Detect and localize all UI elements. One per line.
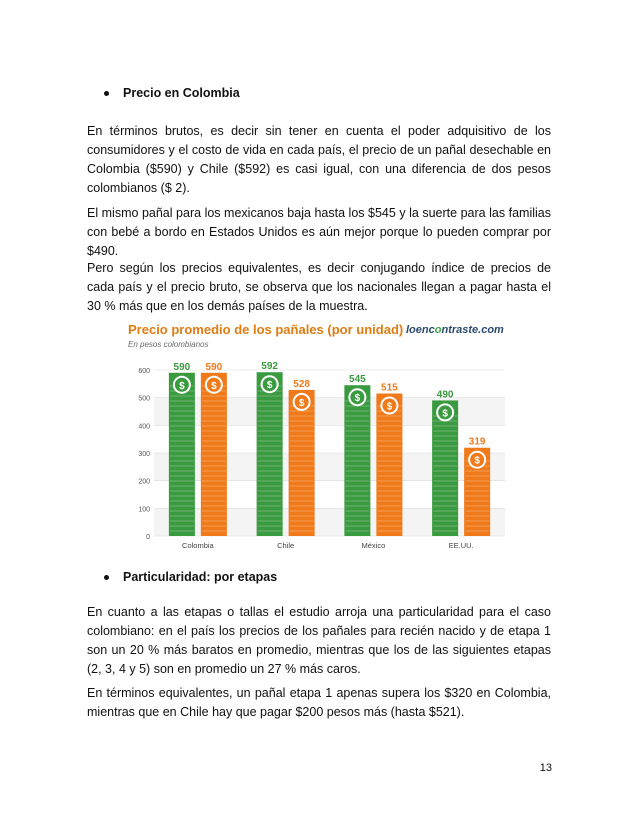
dollar-sign: $ bbox=[386, 401, 393, 413]
bullet-particularidad bbox=[104, 570, 277, 584]
y-tick-label: 600 bbox=[138, 368, 150, 375]
dollar-sign: $ bbox=[298, 397, 305, 409]
y-tick-label: 200 bbox=[138, 478, 150, 486]
bar bbox=[376, 394, 402, 536]
data-label: 515 bbox=[381, 382, 398, 394]
dollar-sign: $ bbox=[266, 380, 273, 392]
x-tick-label: EE.UU. bbox=[448, 541, 474, 550]
price-chart bbox=[120, 318, 515, 558]
bar bbox=[201, 373, 227, 536]
y-tick-label: 0 bbox=[146, 534, 150, 541]
x-tick-label: Chile bbox=[277, 541, 295, 550]
data-label: 590 bbox=[205, 361, 223, 373]
page-number: 13 bbox=[539, 762, 552, 774]
bullet-precio-colombia bbox=[104, 86, 240, 100]
data-label: 592 bbox=[261, 361, 278, 373]
paragraph-terminos-brutos: En términos brutos, es decir sin tener en cuenta el poder adquisitivo de los consumidores y el costo de vida en cada país, el precio de un pañal desechable en Colombia ($590) y Chile ($592) es casi igual, con una diferencia de dos pesos colombianos ($ 2). bbox=[87, 124, 551, 195]
dollar-sign: $ bbox=[179, 380, 185, 392]
bar bbox=[169, 373, 195, 536]
data-label: 490 bbox=[436, 389, 454, 401]
y-tick-label: 400 bbox=[138, 423, 150, 431]
paragraph-mexicanos: El mismo pañal para los mexicanos baja hasta los $545 y la suerte para las familias con bebé a bordo en Estados Unidos es aún mejor porque lo pueden comprar por $490. bbox=[87, 206, 551, 258]
chart-subtitle: En pesos colombianos bbox=[128, 340, 209, 349]
data-label: 545 bbox=[349, 374, 366, 386]
dollar-sign: $ bbox=[474, 455, 480, 467]
x-tick-label: México bbox=[361, 541, 386, 550]
bullet-dot bbox=[104, 91, 109, 96]
dollar-sign: $ bbox=[211, 380, 217, 392]
paragraph-precios-equivalentes: Pero según los precios equivalentes, es decir conjugando índice de precios de cada país y el precio bruto, se observa que los nacionales llegan a pagar hasta el 30 % más que en los demás países de la muestra. bbox=[87, 261, 551, 313]
y-tick-label: 500 bbox=[138, 395, 150, 403]
chart-title: Precio promedio de los pañales (por unidad) bbox=[128, 322, 404, 337]
chart-plot bbox=[120, 318, 515, 558]
y-tick-label: 100 bbox=[138, 506, 150, 514]
x-tick-label: Colombia bbox=[182, 541, 214, 550]
bullet-label: Precio en Colombia bbox=[123, 86, 240, 100]
dollar-sign: $ bbox=[354, 393, 361, 405]
data-label: 590 bbox=[173, 361, 191, 373]
dollar-sign: $ bbox=[442, 408, 448, 420]
bar bbox=[289, 390, 315, 536]
brand-logo: loencontraste.com bbox=[406, 324, 504, 336]
data-label: 319 bbox=[468, 436, 486, 448]
paragraph-equivalentes: En términos equivalentes, un pañal etapa 1 apenas supera los $320 en Colombia, mientras que en Chile hay que pagar $200 pesos más (hasta $521). bbox=[87, 686, 551, 719]
y-tick-label: 300 bbox=[138, 451, 150, 458]
bullet-dot bbox=[104, 575, 109, 580]
bar bbox=[257, 372, 283, 536]
paragraph-etapas: En cuanto a las etapas o tallas el estudio arroja una particularidad para el caso colombiano: en el país los precios de los pañales para recién nacido y de etapa 1 son un 20 % más baratos en promedio, mientras que los de las siguientes etapas (2, 3, 4 y 5) son en promedio un 27 % más caros. bbox=[87, 605, 551, 676]
data-label: 528 bbox=[293, 378, 310, 390]
bullet-label: Particularidad: por etapas bbox=[123, 570, 278, 584]
